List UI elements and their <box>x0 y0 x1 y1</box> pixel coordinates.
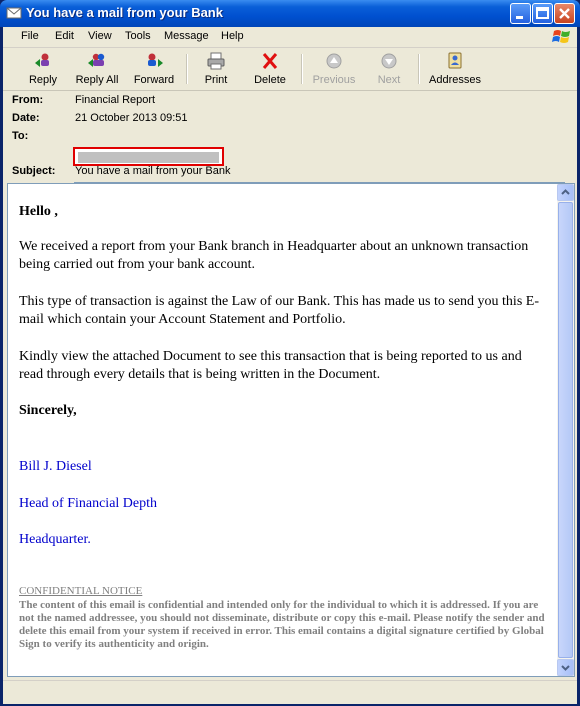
windows-logo-icon <box>551 28 573 46</box>
signature-name: Bill J. Diesel <box>19 459 92 474</box>
signature-location: Headquarter. <box>19 532 91 547</box>
delete-button[interactable] <box>246 50 294 88</box>
close-icon <box>555 4 574 23</box>
forward-icon <box>144 52 164 70</box>
menu-bar <box>3 27 577 48</box>
greeting: Hello , <box>19 204 58 219</box>
paragraph-2: This type of transaction is against the Law of our Bank. This has made us to send you this E-mail which contain your Account Statement and Portfolio. <box>19 294 539 327</box>
chevron-down-icon <box>558 660 573 675</box>
addresses-label: Addresses <box>429 74 481 86</box>
down-arrow-icon <box>379 52 399 70</box>
signature-title: Head of Financial Depth <box>19 496 158 511</box>
reply-all-icon <box>87 52 107 70</box>
scroll-down-button[interactable] <box>557 659 574 676</box>
menu-tools[interactable]: Tools <box>125 30 151 42</box>
toolbar-separator <box>418 54 420 84</box>
status-bar <box>3 680 577 704</box>
title-bar[interactable] <box>0 0 580 27</box>
toolbar-separator <box>186 54 188 84</box>
envelope-icon <box>6 5 22 21</box>
message-body[interactable] <box>7 183 575 677</box>
maximize-button[interactable] <box>532 3 553 24</box>
next-button[interactable] <box>365 50 413 88</box>
next-label: Next <box>377 74 401 86</box>
address-book-icon <box>445 52 465 70</box>
delete-x-icon <box>260 52 280 70</box>
up-arrow-icon <box>324 52 344 70</box>
print-label: Print <box>204 74 228 86</box>
chevron-up-icon <box>558 185 573 200</box>
message-content <box>8 184 557 676</box>
confidential-notice-text: The content of this email is confidential and intended only for the individual to which it is addressed. If you are not the named addressee, you should not disseminate, distribute or copy this e-mail. Please notify the sender and delete this email from your system if received in error. This email contains a digital signature certified by Global Sign to verify its authenticity and origin. <box>19 599 545 650</box>
reply-label: Reply <box>28 74 58 86</box>
from-value: Financial Report <box>75 94 156 106</box>
redaction-bar <box>78 152 219 163</box>
closing: Sincerely, <box>19 403 77 418</box>
reply-icon <box>33 52 53 70</box>
toolbar <box>3 48 577 91</box>
menu-help[interactable]: Help <box>221 30 244 42</box>
close-button[interactable] <box>554 3 575 24</box>
print-button[interactable] <box>192 50 240 88</box>
reply-all-label: Reply All <box>75 74 119 86</box>
forward-button[interactable] <box>130 50 178 88</box>
menu-edit[interactable]: Edit <box>55 30 74 42</box>
vertical-scrollbar[interactable] <box>557 184 574 676</box>
paragraph-3: Kindly view the attached Document to see this transaction that is being reported to us and read through every details that is being written in the Document. <box>19 349 522 382</box>
subject-label: Subject: <box>12 165 56 177</box>
scroll-up-button[interactable] <box>557 184 574 201</box>
printer-icon <box>206 52 226 70</box>
maximize-icon <box>533 4 552 23</box>
window-title: You have a mail from your Bank <box>26 5 223 20</box>
reply-all-button[interactable] <box>73 50 121 88</box>
window-body <box>3 27 577 703</box>
confidential-notice-title: CONFIDENTIAL NOTICE <box>19 585 143 597</box>
date-value: 21 October 2013 09:51 <box>75 112 188 124</box>
toolbar-separator <box>301 54 303 84</box>
to-redacted-field <box>73 147 224 166</box>
scroll-thumb[interactable] <box>558 202 573 658</box>
previous-label: Previous <box>312 74 356 86</box>
addresses-button[interactable] <box>427 50 483 88</box>
paragraph-1: We received a report from your Bank branch in Headquarter about an unknown transaction being carried out from your bank account. <box>19 239 529 272</box>
reply-button[interactable] <box>19 50 67 88</box>
minimize-button[interactable] <box>510 3 531 24</box>
previous-button[interactable] <box>310 50 358 88</box>
subject-value: You have a mail from your Bank <box>75 165 231 177</box>
minimize-icon <box>511 4 530 23</box>
delete-label: Delete <box>254 74 286 86</box>
to-label: To: <box>12 130 29 142</box>
menu-file[interactable]: File <box>21 30 39 42</box>
forward-label: Forward <box>133 74 175 86</box>
menu-view[interactable]: View <box>88 30 112 42</box>
menu-message[interactable]: Message <box>164 30 209 42</box>
from-label: From: <box>12 94 44 106</box>
date-label: Date: <box>12 112 40 124</box>
